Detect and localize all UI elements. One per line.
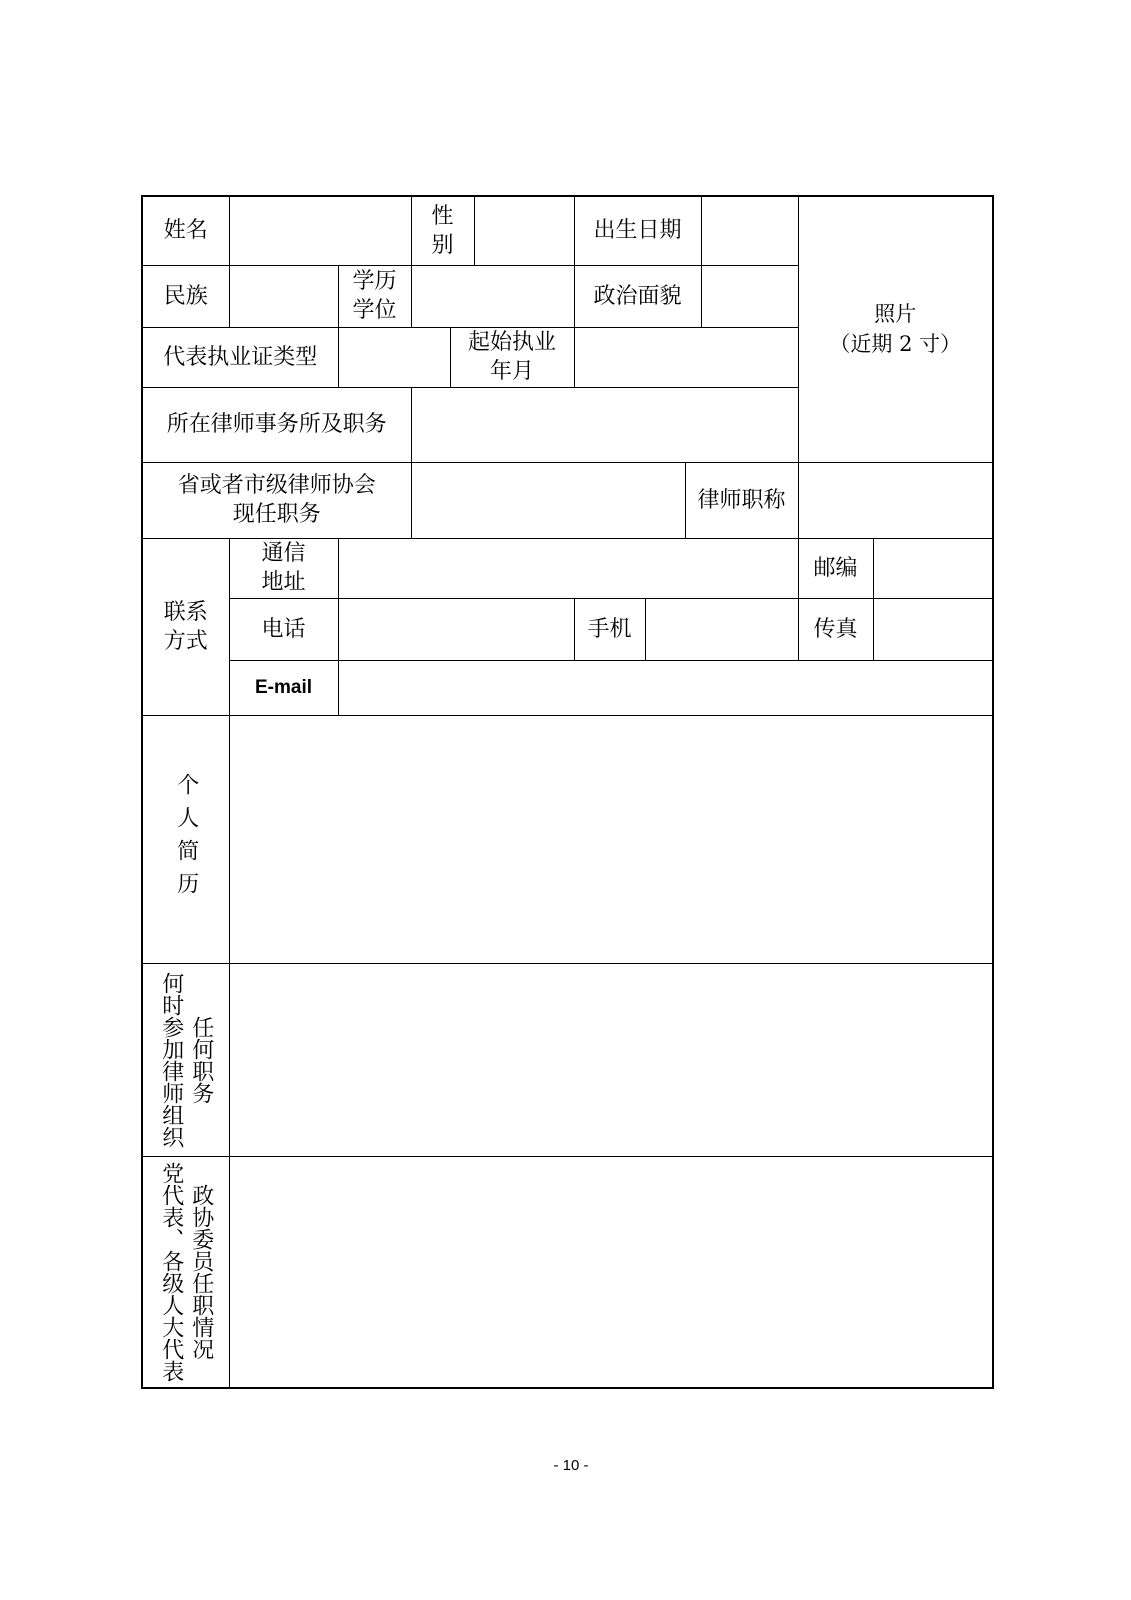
row-organization [142, 963, 993, 1156]
resume-value-cell [229, 715, 993, 963]
name-label-cell [142, 196, 229, 265]
photo-note: （近期 2 寸） [829, 332, 962, 357]
phone-value-cell [338, 598, 574, 660]
law-firm-label: 所在律师事务所及职务 [166, 412, 387, 437]
law-firm-value-cell [411, 387, 798, 462]
representative-label: 党代表、各级人大代表政协委员任职情况 [158, 1161, 214, 1382]
ethnicity-label: 民族 [163, 283, 208, 309]
gender-label-cell [411, 196, 474, 265]
political-status-label-cell [574, 265, 701, 327]
mobile-label: 手机 [587, 616, 632, 642]
address-label: 通信地址 [261, 541, 306, 595]
practice-start-label: 起始执业年月 [467, 330, 556, 384]
representative-label-cell [142, 1156, 229, 1388]
address-label-cell [229, 538, 338, 598]
email-label: E-mail [254, 677, 313, 698]
photo-placeholder [829, 299, 961, 359]
ethnicity-label-cell [142, 265, 229, 327]
practice-start-label-cell [450, 327, 574, 387]
lawyer-info-form-table [141, 195, 994, 1389]
page-number: - 10 - [553, 1457, 589, 1474]
organization-label: 何时参加律师组织任何职务 [158, 971, 214, 1148]
education-label: 学历学位 [352, 269, 397, 323]
practice-start-value-cell [574, 327, 798, 387]
political-status-value-cell [701, 265, 798, 327]
resume-label-cell [142, 715, 229, 963]
email-value-cell [338, 660, 993, 715]
gender-value-cell [474, 196, 574, 265]
row-basic-info [142, 196, 993, 265]
photo-cell [798, 196, 993, 462]
mobile-value-cell [645, 598, 798, 660]
association-post-label-cell [142, 462, 411, 538]
row-phone [142, 598, 993, 660]
birth-date-label-cell [574, 196, 701, 265]
license-type-label-cell [142, 327, 338, 387]
email-label-cell [229, 660, 338, 715]
resume-label: 个人简历 [173, 773, 199, 905]
postcode-value-cell [873, 538, 993, 598]
association-post-value-cell [411, 462, 685, 538]
postcode-label-cell [798, 538, 873, 598]
ethnicity-value-cell [229, 265, 338, 327]
birth-date-value-cell [701, 196, 798, 265]
organization-value-cell [229, 963, 993, 1156]
lawyer-title-value-cell [798, 462, 993, 538]
lawyer-title-label-cell [685, 462, 798, 538]
license-type-value-cell [338, 327, 450, 387]
name-label: 姓名 [163, 218, 208, 244]
contact-label-cell [142, 538, 229, 715]
education-label-cell [338, 265, 411, 327]
fax-value-cell [873, 598, 993, 660]
row-association [142, 462, 993, 538]
name-value-cell [229, 196, 411, 265]
mobile-label-cell [574, 598, 645, 660]
contact-label: 联系方式 [163, 599, 208, 654]
education-value-cell [411, 265, 574, 327]
fax-label-cell [798, 598, 873, 660]
row-address [142, 538, 993, 598]
political-status-label: 政治面貌 [593, 283, 682, 309]
birth-date-label: 出生日期 [593, 218, 682, 244]
fax-label: 传真 [813, 616, 858, 642]
lawyer-title-label: 律师职称 [697, 487, 786, 513]
organization-label-cell [142, 963, 229, 1156]
address-value-cell [338, 538, 798, 598]
phone-label-cell [229, 598, 338, 660]
law-firm-label-cell [142, 387, 411, 462]
row-representative [142, 1156, 993, 1388]
row-resume [142, 715, 993, 963]
association-post-label: 省或者市级律师协会现任职务 [177, 473, 376, 527]
row-email [142, 660, 993, 715]
license-type-label: 代表执业证类型 [163, 344, 318, 370]
postcode-label: 邮编 [813, 555, 858, 581]
gender-label: 性别 [431, 203, 454, 258]
photo-label: 照片 [874, 302, 917, 327]
representative-value-cell [229, 1156, 993, 1388]
phone-label: 电话 [261, 616, 306, 642]
